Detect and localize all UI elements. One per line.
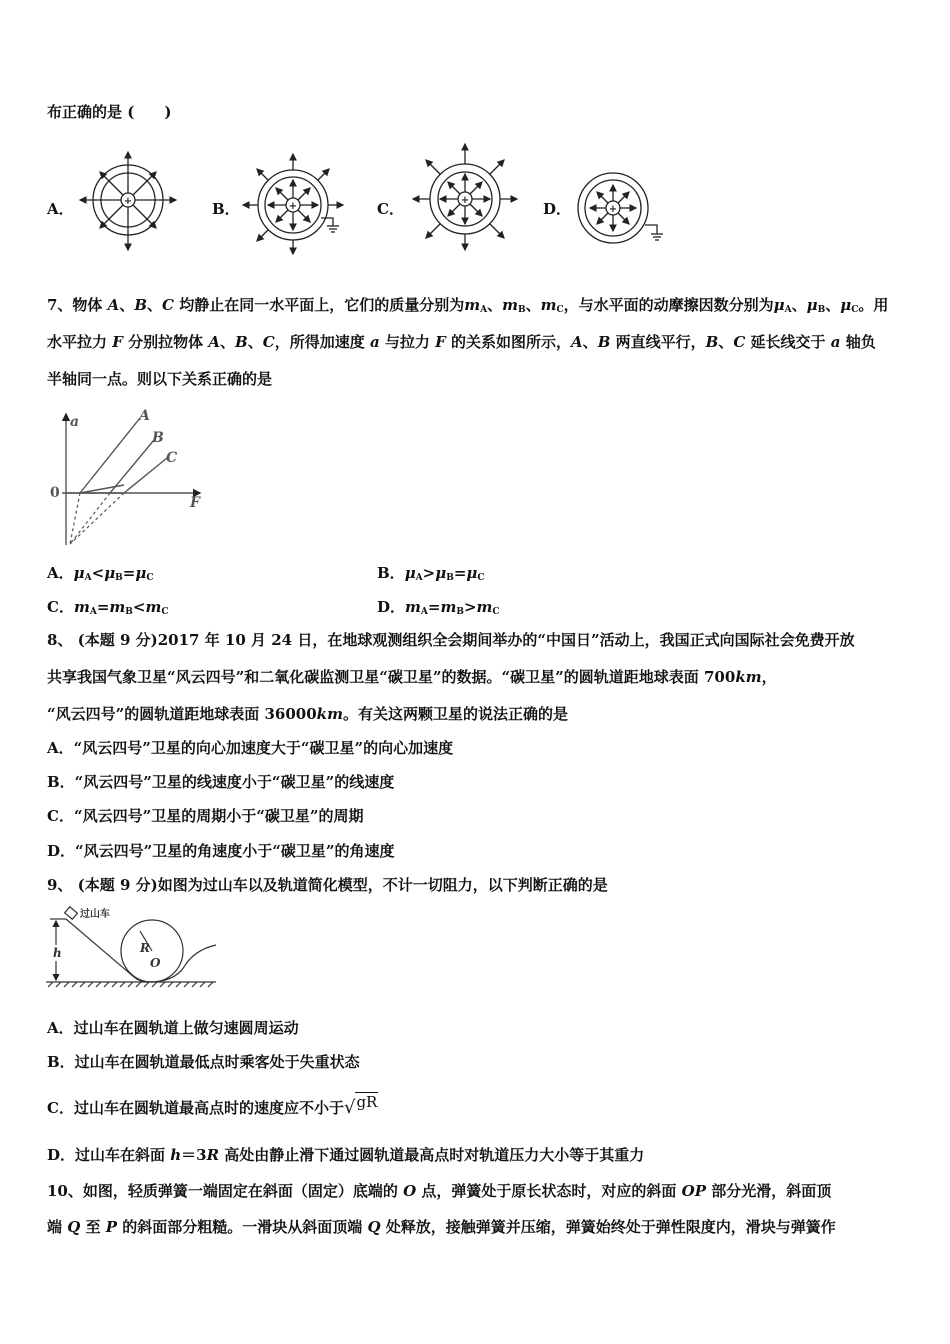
q7-label-c: C	[166, 450, 178, 466]
q7-label-a-axis: a	[70, 414, 80, 430]
q7-line-c	[124, 458, 167, 493]
q6-option-a-label: A．	[47, 200, 74, 218]
q8-stem-line3: “风云四号”的圆轨道距地球表面 36000km。有关这两颗卫星的说法正确的是	[47, 705, 568, 723]
q8-stem-line2: 共享我国气象卫星“风云四号”和二氧化碳监测卫星“碳卫星”的数据。“碳卫星”的圆轨道距地球表面 700km，	[47, 668, 777, 686]
q7-line-a	[80, 418, 140, 493]
q9-option-d: D．过山车在斜面 h＝3R 高处由静止滑下通过圆轨道最高点时对轨道压力大小等于其重力	[47, 1146, 645, 1164]
q6-figure-b	[243, 150, 353, 255]
q8-option-a: A．“风云四号”卫星的向心加速度大于“碳卫星”的向心加速度	[47, 739, 454, 757]
svg-text:+: +	[608, 204, 618, 215]
q7-stem-line1: 7、物体 A、B、C 均静止在同一水平面上，它们的质量分别为$m_A$、$m_B$、$m_C$，与水平面的动摩擦因数分别为$\mu_A$、$\mu_B$、$\mu_C$。用	[47, 296, 889, 315]
q6-figure-c	[410, 142, 520, 252]
q7-stem-line3: 半轴同一点。则以下关系正确的是	[47, 370, 273, 388]
q8-option-b: B．“风云四号”卫星的线速度小于“碳卫星”的线速度	[47, 773, 395, 791]
q8-option-c: C．“风云四号”卫星的周期小于“碳卫星”的周期	[47, 807, 364, 825]
q6-figure-a	[78, 150, 178, 255]
q7-graph	[42, 400, 212, 550]
q7-stem-line2: 水平拉力 F 分别拉物体 A、B、C，所得加速度 a 与拉力 F 的关系如图所示，A、B 两直线平行，B、C 延长线交于 a 轴负	[47, 333, 876, 351]
q8-option-d: D．“风云四号”卫星的角速度小于“碳卫星”的角速度	[47, 842, 395, 860]
q9-label-o: O	[150, 956, 161, 970]
q9-car	[65, 907, 78, 920]
q7-label-b: B	[152, 430, 164, 446]
sqrt-icon: √	[343, 1097, 356, 1118]
q9-label-car: 过山车	[80, 909, 110, 920]
q9-figure	[44, 905, 224, 990]
q6-option-b-label: B．	[212, 200, 240, 218]
q7-dash-b	[70, 493, 110, 544]
q9-stem: 9、 (本题 9 分)如图为过山车以及轨道简化模型，不计一切阻力，以下判断正确的是	[47, 876, 608, 894]
q7-option-b: B．$\mu_A>\mu_B=\mu_C$	[377, 564, 485, 583]
q8-stem-line1: 8、 (本题 9 分)2017 年 10 月 24 日，在地球观测组织全会期间举办的“中国日”活动上，我国正式向国际社会免费开放	[47, 631, 855, 649]
q6-option-c-label: C．	[377, 200, 404, 218]
q7-option-a: A．$\mu_A<\mu_B=\mu_C$	[47, 564, 154, 583]
q7-label-origin: 0	[50, 485, 60, 501]
q9-label-h: h	[53, 946, 62, 960]
q9-option-c: C．过山车在圆轨道最高点时的速度应不小于√gR	[47, 1093, 378, 1118]
q6-option-d-label: D．	[543, 200, 572, 218]
q10-stem-line1: 10、如图，轻质弹簧一端固定在斜面（固定）底端的 O 点，弹簧处于原长状态时，对应的斜面 OP 部分光滑，斜面顶	[47, 1182, 832, 1200]
q7-option-c: C．$m_A=m_B<m_C$	[47, 598, 169, 617]
q9-option-b: B．过山车在圆轨道最低点时乘客处于失重状态	[47, 1053, 360, 1071]
q6-figure-d	[575, 170, 670, 245]
svg-text:+: +	[123, 196, 133, 207]
q9-label-r: R	[140, 941, 150, 955]
q7-option-d: D．$m_A=m_B>m_C$	[377, 598, 500, 617]
q10-stem-line2: 端 Q 至 P 的斜面部分粗糙。一滑块从斜面顶端 Q 处释放，接触弹簧并压缩，弹簧始终处于弹性限度内，滑块与弹簧作	[47, 1218, 836, 1236]
svg-text:+: +	[288, 201, 298, 212]
intro-text: 布正确的是 ( )	[47, 103, 172, 121]
q9-ground-hatch	[48, 982, 213, 987]
q7-label-f-axis: F	[190, 495, 200, 511]
svg-text:+: +	[460, 195, 470, 206]
q7-label-a: A	[139, 408, 150, 424]
q9-option-a: A．过山车在圆轨道上做匀速圆周运动	[47, 1019, 299, 1037]
q7-line-kink	[80, 485, 124, 493]
